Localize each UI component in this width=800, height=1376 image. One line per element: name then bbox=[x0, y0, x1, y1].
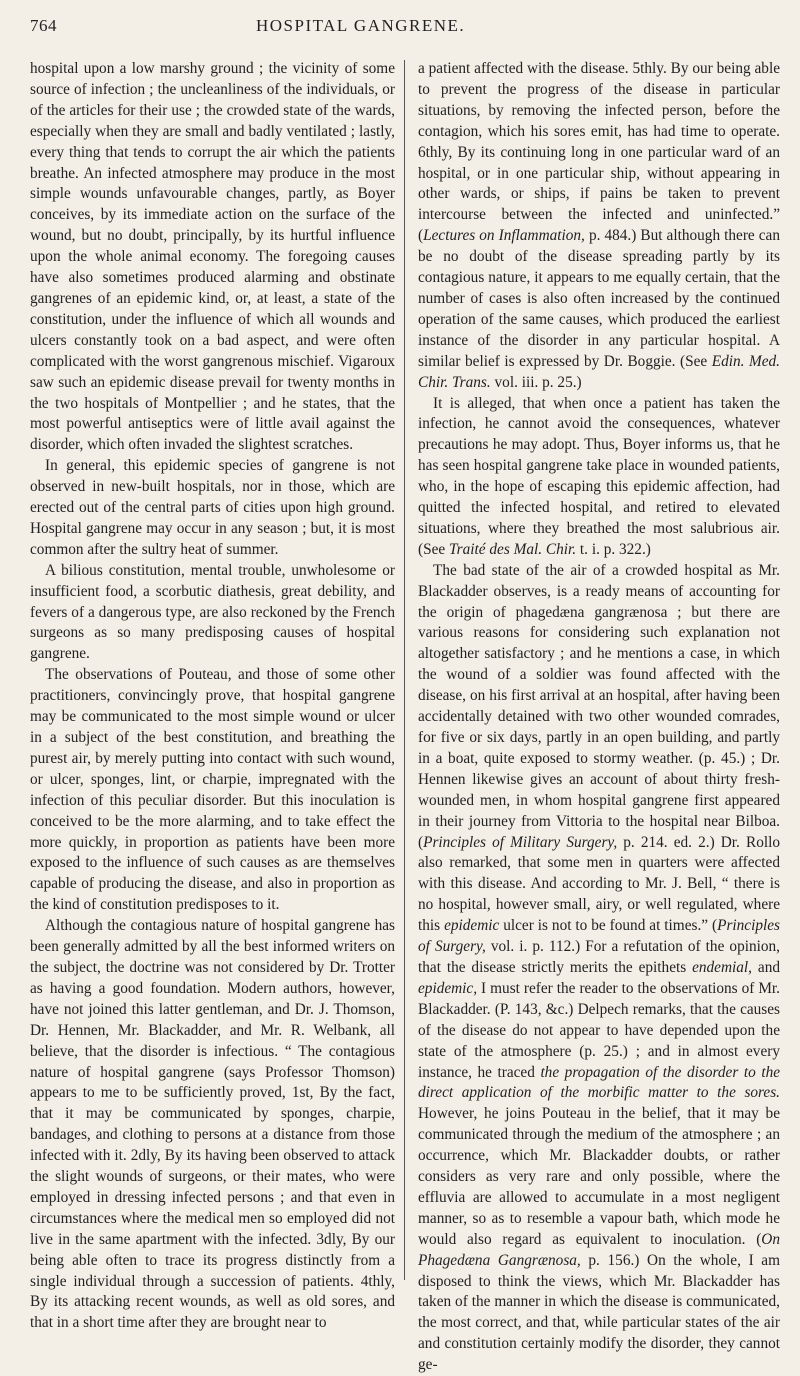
page-number: 764 bbox=[30, 16, 57, 35]
text-run: t. i. p. 322.) bbox=[576, 540, 651, 558]
text-run: p. 484.) But although there can be no doubt of the disease spreading partly by its contagious nature, it appears to me equally certain, that the number of cases is also often increased by the continued operation of the same causes, which produced the earliest instance of the disorder in any particular hospital. A similar belief is expressed by Dr. Boggie. (See bbox=[418, 227, 780, 370]
text-run: It is alleged, that when once a patient has taken the infection, he cannot avoid the consequences, whatever precautions he may adopt. Thus, Boyer informs us, that he has seen hospital gangrene take place in wounded patients, who, in the hope of escaping this epidemic affection, had quitted the infected hospital, and retired to elevated situations, where they breathed the most salubrious air. (See bbox=[418, 394, 780, 558]
citation: Lectures on Inflammation, bbox=[423, 227, 585, 245]
citation: On Phagedæna Gangrænosa, bbox=[418, 1230, 780, 1269]
paragraph: The observations of Pouteau, and those of some other practitioners, convincingly prove, that hospital gangrene may be communicated to the most simple wound or ulcer in a subject of the best constitution, and breathing the purest air, by merely putting into contact with such wound, or ulcer, sponges, lint, or charpie, impregnated with the infection of this peculiar disorder. But this inoculation is conceived to be the more alarming, and to take effect the more quickly, in proportion as patients have been more exposed to the influence of such causes as are themselves capable of producing the disease, and also in proportion as the kind of constitution predisposes to it. bbox=[30, 666, 395, 914]
text-run: p. 156.) On the whole, I am disposed to think the views, which Mr. Blackadder has taken of the manner in which the disease is communicated, the most correct, and that, while particular states of the air and constitution certainly modify the disorder, they cannot ge- bbox=[418, 1251, 780, 1374]
left-column bbox=[30, 59, 395, 1334]
citation: Principles of Surgery, bbox=[418, 917, 780, 956]
text-run: The bad state of the air of a crowded hospital as Mr. Blackadder observes, is a ready means of accounting for the origin of phagedæna gangrænosa ; but there are various reasons for considering such explanation not altogether satisfactory ; and he mentions a case, in which the wound of a soldier was found affected with the disease, on his first arrival at an hospital, after having been accidentally detained with two other wounded comrades, for five or six days, partly in an open building, and partly in a boat, quite exposed to stormy weather. (p. 45.) ; Dr. Hennen likewise gives an account of about thirty fresh-wounded men, in whom hospital gangrene first appeared in their journey from Vittoria to the hospital near Bilboa. ( bbox=[418, 561, 780, 851]
right-column bbox=[418, 59, 780, 1376]
paragraph bbox=[418, 394, 780, 561]
emphasis: epidemic bbox=[444, 917, 500, 935]
emphasis: endemial, bbox=[692, 958, 752, 976]
text-run: a patient affected with the disease. 5thly. By our being able to prevent the progress of the disease in particular situations, by removing the infected person, before the contagion, which his sores emit, has had time to operate. 6thly, By its continuing long in one particular ward of an hospital, or in one particular ship, without appearing in other wards, or ships, if pains be taken to prevent intercourse between the infected and uninfected.” ( bbox=[418, 60, 780, 245]
paragraph: hospital upon a low marshy ground ; the vicinity of some source of infection ; the uncleanliness of the individuals, or of the articles for their use ; the crowded state of the wards, especially when they are small and badly ventilated ; lastly, every thing that tends to corrupt the air which the patients breathe. An infected atmosphere may produce in the most simple wounds unfavourable changes, partly, as Boyer conceives, by its immediate action on the surface of the wound, but no doubt, principally, by its hurtful influence upon the whole animal economy. The foregoing causes have also sometimes produced alarming and obstinate gangrenes of an epidemic kind, or, at least, a state of the constitution, under the influence of which all wounds and ulcers constantly took on a bad aspect, and were often complicated with the worst gangrenous mischief. Vigaroux saw such an epidemic disease prevail for twenty months in the two hospitals of Montpellier ; and he states, that the most powerful antiseptics were of little avail against the disorder, which often invaded the slightest scratches. bbox=[30, 60, 395, 454]
citation: Principles of Military Surgery, bbox=[423, 833, 618, 851]
text-run: vol. iii. p. 25.) bbox=[490, 373, 582, 391]
citation: Edin. Med. Chir. Trans. bbox=[418, 352, 781, 391]
emphasis: epidemic, bbox=[418, 979, 478, 997]
citation: Traité des Mal. Chir. bbox=[449, 540, 577, 558]
running-title: HOSPITAL GANGRENE. bbox=[256, 16, 466, 35]
text-run: p. 214. ed. 2.) Dr. Rollo also remarked, that some men in quarters were affected with this disease. And according to Mr. J. Bell, “ there is no hospital, however small, airy, or well regulated, where this bbox=[418, 833, 780, 935]
column-divider bbox=[404, 60, 405, 1280]
paragraph bbox=[418, 561, 780, 1376]
text-run: ulcer is not to be found at times.” ( bbox=[499, 917, 718, 935]
paragraph bbox=[418, 59, 780, 394]
text-run: However, he joins Pouteau in the belief, that it may be communicated through the medium of the atmosphere ; an occurrence, which Mr. Blackadder doubts, or rather considers as very rare and only possible, where the effluvia are allowed to accumulate in a most negligent manner, so as to resemble a vapour bath, which mode he would also regard as equivalent to inoculation. ( bbox=[418, 1105, 780, 1248]
paragraph: In general, this epidemic species of gangrene is not observed in new-built hospitals, nor in those, which are erected out of the central parts of cities upon high ground. Hospital gangrene may occur in any season ; but, it is most common after the sultry heat of summer. bbox=[30, 457, 395, 558]
paragraph: A bilious constitution, mental trouble, unwholesome or insufficient food, a scorbutic diathesis, great debility, and fevers of a dangerous type, are also reckoned by the French surgeons as so many predisposing causes of hospital gangrene. bbox=[30, 561, 395, 663]
paragraph: Although the contagious nature of hospital gangrene has been generally admitted by all the best informed writers on the subject, the doctrine was not considered by Dr. Trotter as having a good foundation. Modern authors, however, have not joined this latter gentleman, and Dr. J. Thomson, Dr. Hennen, Mr. Blackadder, and Mr. R. Welbank, all believe, that the disorder is infectious. “ The contagious nature of hospital gangrene (says Professor Thomson) appears to me to be sufficiently proved, 1st, By the fact, that it may be communicated by sponges, charpie, bandages, and clothing to persons at a distance from those infected with it. 2dly, By its having been observed to attack the slight wounds of surgeons, or their mates, who were employed in dressing infected persons ; and that even in circumstances where the medical men so employed did not live in the same apartment with the infected. 3dly, By our being able often to trace its progress distinctly from a single individual through a succession of patients. 4thly, By its attacking recent wounds, as well as old sores, and that in a short time after they are brought near to bbox=[30, 917, 395, 1332]
text-run: I must refer the reader to the observations of Mr. Blackadder. (P. 143, &c.) Delpech remarks, that the causes of the disease do not appear to have depended upon the state of the atmosphere (p. 25.) ; and in almost every instance, he traced bbox=[418, 979, 780, 1081]
text-run: vol. i. p. 112.) For a refutation of the opinion, that the disease strictly merits the epithets bbox=[418, 938, 780, 976]
text-run: and bbox=[752, 958, 780, 976]
emphasis: the propagation of the disorder to the direct application of the morbific matter to the sores. bbox=[418, 1063, 781, 1102]
